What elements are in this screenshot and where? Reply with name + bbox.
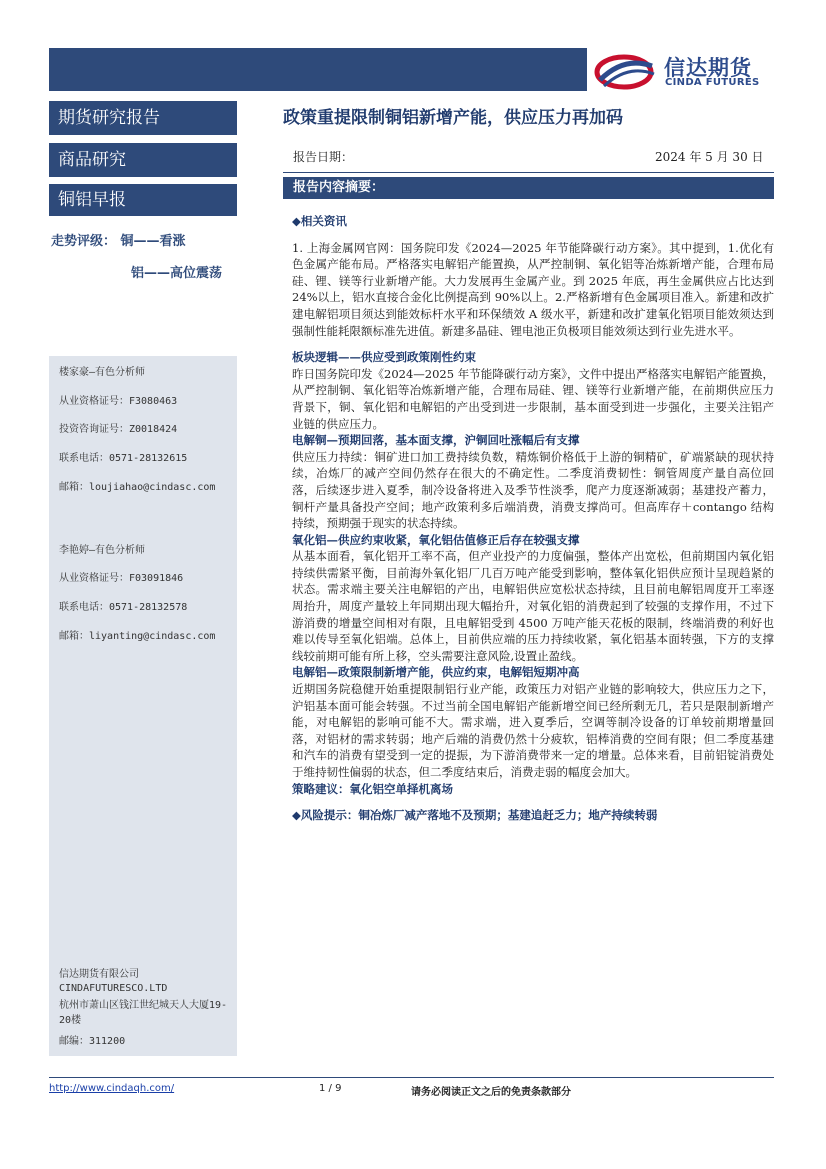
risk-warning: ◆风险提示：铜冶炼厂减产落地不及预期；基建追赶乏力；地产持续转弱 bbox=[292, 808, 658, 823]
aluminum-body: 近期国务院稳健开始重提限制铝行业产能，政策压力对铝产业链的影响较大，供应压力之下，沪铝基本面可能会转强。不过当前全国电解铝产能新增空间已经所剩无几，若只是限制新增产能，对电解铝的影响可能不大。需求端，进入夏季后，空调等制冷设备的订单较前期增量回落，对铝材的需求转弱；地产后端的消费仍然十分疲软，铝棒消费的空间有限；但二季度基建和汽车的消费有望受到一定的提振，为下游消费带来一定的增量。总体来看，目前铝锭消费处于维持韧性偏弱的状态，但二季度结束后，消费走弱的幅度会加大。 bbox=[292, 682, 774, 779]
disclaimer-note: 请务必阅读正文之后的免责条款部分 bbox=[411, 1087, 571, 1098]
alumina-body: 从基本面看，氧化铝开工率不高，但产业投产的力度偏强，整体产出宽松，但前期国内氧化铝持续供需紧平衡，目前海外氧化铝厂几百万吨产能受到影响，整体氧化铝供应预计呈现趋紧的状态。需求端主要关注电解铝的产出，电解铝供应宽松状态持续，且目前电解铝周度开工率逐周抬升，周度产量较上年同期出现大幅抬升，对氧化铝的消费起到了较强的支撑作用，不过下游消费的增量空间相对有限，且电解铝受到 4500 万吨产能天花板的限制，终端消费的利好也难以传导至氧化铝端。总体上，目前供应端的压力持续收紧，氧化铝基本面转强，下方的支撑线较前期可能有所上移，空头需要注意风险,设置止盈线。 bbox=[292, 549, 774, 663]
footer-divider bbox=[49, 1077, 774, 1078]
analyst1-invest-id: 投资咨询证号：Z0018424 bbox=[59, 424, 178, 435]
analyst1-email[interactable]: 邮箱：loujiahao@cindasc.com bbox=[59, 482, 216, 493]
analyst2-phone: 联系电话：0571-28132578 bbox=[59, 602, 188, 613]
header-bar bbox=[49, 48, 587, 91]
rating-label: 走势评级： bbox=[51, 234, 117, 249]
report-type-label: 期货研究报告 bbox=[49, 101, 237, 135]
page-title: 政策重提限制铜铝新增产能，供应压力再加码 bbox=[283, 108, 623, 128]
rating-copper-value: 铜——看涨 bbox=[120, 234, 186, 249]
analyst1-qualification: 从业资格证号：F3080463 bbox=[59, 396, 178, 407]
report-body bbox=[292, 213, 774, 824]
company-name: 信达期货有限公司 bbox=[59, 969, 139, 980]
company-logo bbox=[594, 50, 774, 90]
analyst2-qualification: 从业资格证号：F03091846 bbox=[59, 573, 184, 584]
analyst2-name: 李艳婷—有色分析师 bbox=[59, 545, 146, 556]
copper-body: 供应压力持续：铜矿进口加工费持续负数，精炼铜价格低于上游的铜精矿，矿端紧缺的现状持续，冶炼厂的减产空间仍然存在很大的不确定性。二季度消费韧性：铜管周度产量自高位回落，后续逐步进入夏季，制冷设备将进入及季节性淡季，爬产力度逐渐减弱；基建投产蓄力，铜杆产量具备投产空间；地产政策利多后端消费，消费支撑尚可。但高库存＋contango 结构持续，预期强于现实的状态持续。 bbox=[292, 449, 774, 531]
logo-text-cn: 信达期货 bbox=[664, 56, 752, 80]
company-name-en: CINDAFUTURESCO.LTD bbox=[59, 983, 168, 994]
company-address: 杭州市萧山区钱江世纪城天人大厦19-20楼 bbox=[59, 1000, 228, 1026]
analyst2-email[interactable]: 邮箱：liyanting@cindasc.com bbox=[59, 631, 216, 642]
copper-heading: 电解铜—预期回落，基本面支撑，沪铜回吐涨幅后有支撑 bbox=[292, 433, 580, 448]
date-label: 报告日期： bbox=[293, 150, 354, 164]
analyst1-name: 楼家豪—有色分析师 bbox=[59, 367, 146, 378]
page-number: 1 / 9 bbox=[319, 1083, 342, 1094]
analyst1-phone: 联系电话：0571-28132615 bbox=[59, 453, 188, 464]
title-divider bbox=[283, 172, 774, 173]
strategy-text: 策略建议：氧化铝空单择机离场 bbox=[292, 781, 453, 796]
logo-text-en: CINDA FUTURES bbox=[665, 77, 760, 88]
column-label: 铜铝早报 bbox=[49, 184, 237, 216]
summary-heading: 报告内容摘要： bbox=[283, 177, 774, 199]
logic-body: 昨日国务院印发《2024—2025 年节能降碳行动方案》，文件中提出严格落实电解铝产能置换，从严控制铜、氧化铝等冶炼新增产能，合理布局硅、锂、镁等行业新增产能，在前期供应压力背景下，铜、氧化铝和电解铝的产出受到进一步限制，基本面受到进一步强化，主要关注铝产业链的供应压力。 bbox=[292, 366, 774, 431]
logic-heading: 板块逻辑——供应受到政策刚性约束 bbox=[292, 350, 476, 365]
logo-icon bbox=[594, 50, 658, 90]
rating-aluminum-value: 铝——高位震荡 bbox=[131, 266, 223, 281]
news-body: 1. 上海金属网官网：国务院印发《2024—2025 年节能降碳行动方案》。其中提到，1.优化有色金属产能布局。严格落实电解铝产能置换，从严控制铜、氧化铝等冶炼新增产能，合理布局硅、锂、镁等行业新增产能。大力发展再生金属产业。到 2025 年底，再生金属供应占比达到 24%以上，铝水直接合金化比例提高到 90%以上。2.严格新增有色金属项目准入。新建和改扩建电解铝项目须达到能效标杆水平和环保绩效 A 级水平，新建和改扩建氧化铝项目能效须达到强制性能耗限额标准先进值。新建多晶硅、锂电池正负极项目能效须达到行业先进水平。 bbox=[292, 240, 774, 338]
alumina-heading: 氧化铝—供应约束收紧，氧化铝估值修正后存在较强支撑 bbox=[292, 532, 580, 547]
category-label: 商品研究 bbox=[49, 143, 237, 177]
website-link[interactable]: http://www.cindaqh.com/ bbox=[49, 1083, 175, 1094]
company-postcode: 邮编：311200 bbox=[59, 1036, 126, 1047]
aluminum-heading: 电解铝—政策限制新增产能，供应约束，电解铝短期冲高 bbox=[292, 665, 580, 680]
news-heading: ◆相关资讯 bbox=[292, 214, 347, 228]
rating-copper bbox=[51, 230, 186, 249]
date-value: 2024 年 5 月 30 日 bbox=[655, 150, 764, 164]
